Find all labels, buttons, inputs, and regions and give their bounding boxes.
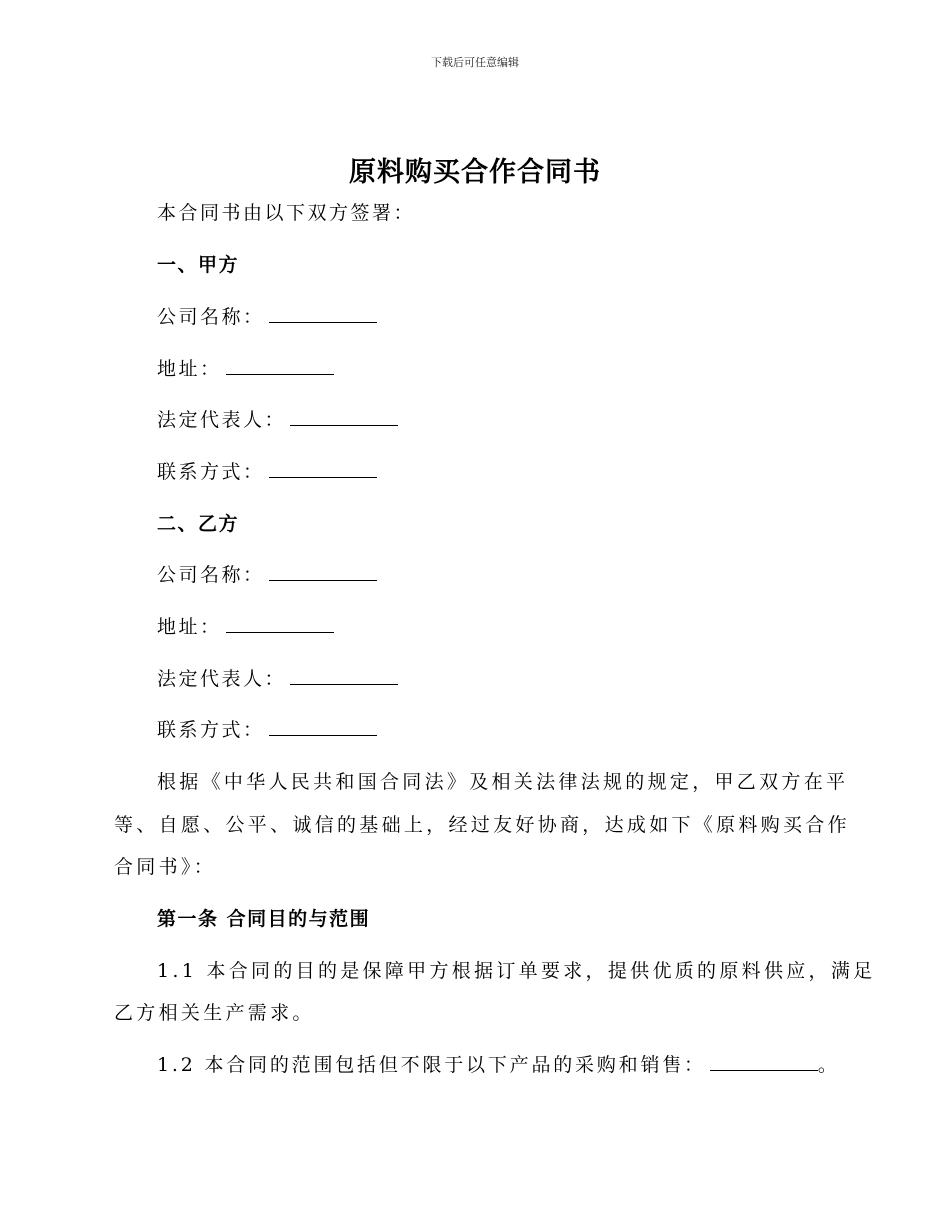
party-a-contact-blank[interactable] — [269, 459, 377, 478]
party-b-address-label: 地址： — [157, 616, 222, 638]
party-a-contact-label: 联系方式： — [157, 461, 265, 483]
party-b-company-label: 公司名称： — [157, 564, 265, 586]
contract-title: 原料购买合作合同书 — [349, 157, 601, 188]
intro-line — [157, 198, 415, 225]
party-a-address-label: 地址： — [157, 358, 222, 380]
article-1-heading: 第一条 合同目的与范围 — [157, 908, 371, 930]
party-a-representative-label: 法定代表人： — [157, 409, 287, 431]
party-b-contact-blank[interactable] — [269, 717, 377, 736]
party-a-company-blank[interactable] — [269, 304, 377, 323]
party-b-contact-row — [157, 715, 377, 742]
party-a-contact-row — [157, 457, 377, 484]
party-b-address-row — [157, 612, 334, 639]
clause-1-1-line-2: 乙方相关生产需求。 — [114, 1002, 315, 1024]
party-a-heading: 一、甲方 — [157, 254, 240, 276]
preamble-line-2: 等、自愿、公平、诚信的基础上，经过友好协商，达成如下《原料购买合作 — [114, 814, 850, 836]
clause-1-2-blank[interactable] — [710, 1052, 818, 1071]
party-b-representative-label: 法定代表人： — [157, 668, 287, 690]
party-b-company-blank[interactable] — [269, 562, 377, 581]
party-a-company-row — [157, 302, 377, 329]
party-b-representative-blank[interactable] — [290, 666, 398, 685]
party-b-address-blank[interactable] — [226, 614, 334, 633]
preamble-line-3: 合同书》： — [114, 856, 217, 878]
clause-1-1-line-1: 1.1 本合同的目的是保障甲方根据订单要求，提供优质的原料供应，满足 — [157, 960, 876, 982]
clause-1-2-row — [157, 1050, 840, 1077]
party-a-address-blank[interactable] — [226, 356, 334, 375]
party-a-company-label: 公司名称： — [157, 306, 265, 328]
clause-1-2-text: 1.2 本合同的范围包括但不限于以下产品的采购和销售： — [157, 1054, 706, 1076]
party-a-address-row — [157, 354, 334, 381]
intro-text: 本合同书由以下双方签署： — [157, 202, 416, 224]
header-note: 下载后可任意编辑 — [431, 56, 519, 69]
preamble-line-1: 根据《中华人民共和国合同法》及相关法律法规的规定，甲乙双方在平 — [157, 771, 849, 793]
party-a-representative-blank[interactable] — [290, 407, 398, 426]
party-b-contact-label: 联系方式： — [157, 719, 265, 741]
party-b-company-row — [157, 560, 377, 587]
party-b-representative-row — [157, 664, 398, 691]
party-a-representative-row — [157, 405, 398, 432]
party-b-heading: 二、乙方 — [157, 513, 240, 535]
clause-1-2-end: 。 — [817, 1054, 840, 1076]
